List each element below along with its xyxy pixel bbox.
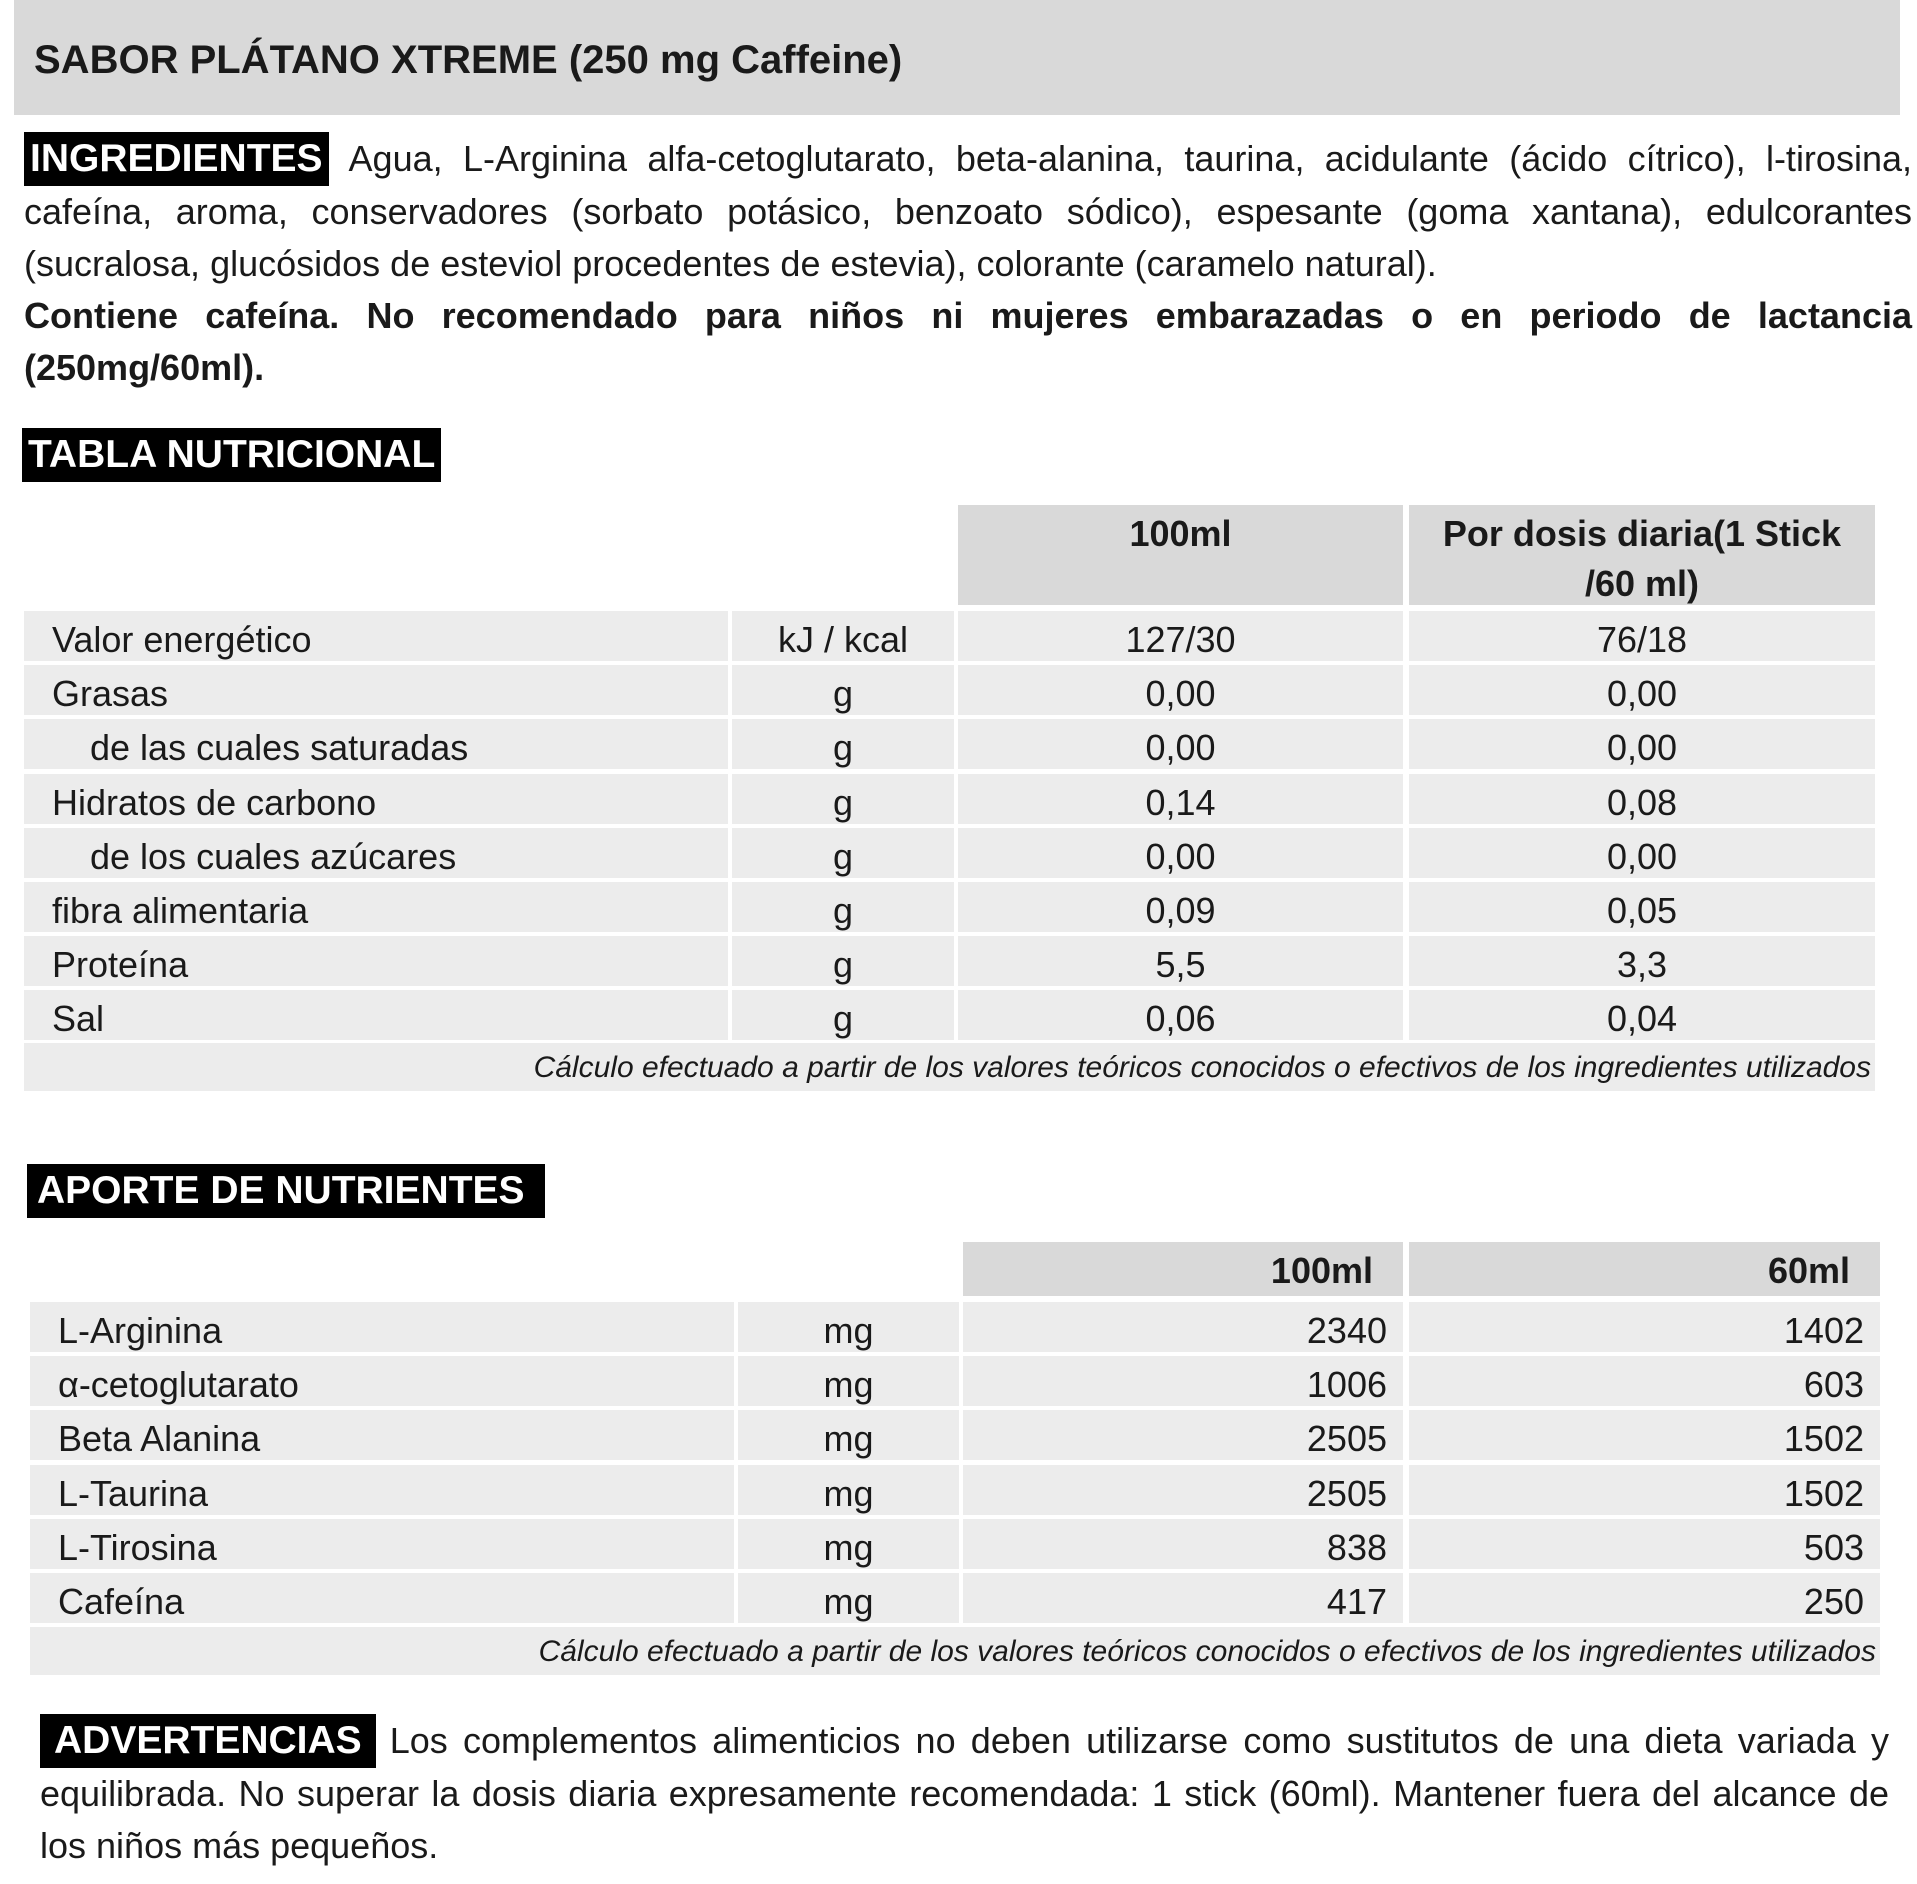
nutrition-row-100ml: 0,00 <box>958 719 1403 769</box>
nutrients-row-60ml: 1502 <box>1409 1410 1880 1460</box>
nutrition-label: TABLA NUTRICIONAL <box>22 428 441 482</box>
nutrition-header-100ml: 100ml <box>958 505 1403 605</box>
nutrition-row-unit: g <box>732 828 954 878</box>
nutrients-row-unit: mg <box>738 1302 959 1352</box>
nutrition-row-100ml: 5,5 <box>958 936 1403 986</box>
nutrients-row-60ml: 1502 <box>1409 1465 1880 1515</box>
nutrients-row-100ml: 2340 <box>963 1302 1403 1352</box>
nutrients-row-name: L-Taurina <box>30 1465 734 1515</box>
caffeine-warning <box>24 290 1912 393</box>
nutrition-row-100ml: 0,00 <box>958 828 1403 878</box>
nutrients-row-60ml: 1402 <box>1409 1302 1880 1352</box>
nutrients-header-60ml: 60ml <box>1409 1242 1880 1296</box>
warnings-paragraph <box>40 1714 1889 1871</box>
nutrition-row-unit: g <box>732 882 954 932</box>
nutrition-label-wrap <box>22 428 441 482</box>
nutrition-row-100ml: 0,09 <box>958 882 1403 932</box>
nutrition-note: Cálculo efectuado a partir de los valores teóricos conocidos o efectivos de los ingredientes utilizados <box>24 1043 1875 1091</box>
nutrition-row-name: Sal <box>24 990 728 1040</box>
nutrition-row-name: Hidratos de carbono <box>24 774 728 824</box>
nutrition-header-dose: Por dosis diaria(1 Stick /60 ml) <box>1409 505 1875 605</box>
ingredients-paragraph <box>24 132 1912 289</box>
warnings-label: ADVERTENCIAS <box>40 1714 376 1768</box>
nutrition-row-name: Valor energético <box>24 611 728 661</box>
nutrition-row-dose: 0,00 <box>1409 828 1875 878</box>
nutrition-row-name: fibra alimentaria <box>24 882 728 932</box>
title-bar <box>14 0 1900 115</box>
nutrition-row-name: de las cuales saturadas <box>24 719 728 769</box>
nutrients-note: Cálculo efectuado a partir de los valores teóricos conocidos o efectivos de los ingredientes utilizados <box>30 1627 1880 1675</box>
nutrition-row-name: Proteína <box>24 936 728 986</box>
nutrition-row-unit: kJ / kcal <box>732 611 954 661</box>
nutrients-row-60ml: 250 <box>1409 1573 1880 1623</box>
nutrients-label-wrap <box>27 1164 545 1218</box>
page-title: SABOR PLÁTANO XTREME (250 mg Caffeine) <box>34 38 903 82</box>
nutrition-row-dose: 0,04 <box>1409 990 1875 1040</box>
nutrients-row-100ml: 1006 <box>963 1356 1403 1406</box>
nutrients-row-unit: mg <box>738 1410 959 1460</box>
nutrients-row-name: Cafeína <box>30 1573 734 1623</box>
nutrition-row-unit: g <box>732 719 954 769</box>
nutrients-row-unit: mg <box>738 1519 959 1569</box>
nutrition-row-dose: 0,08 <box>1409 774 1875 824</box>
nutrition-row-unit: g <box>732 990 954 1040</box>
nutrition-row-dose: 0,00 <box>1409 665 1875 715</box>
nutrition-row-dose: 3,3 <box>1409 936 1875 986</box>
nutrients-row-name: L-Arginina <box>30 1302 734 1352</box>
caffeine-warning-text: Contiene cafeína. No recomendado para niños ni mujeres embarazadas o en periodo de lactancia (250mg/60ml). <box>24 295 1912 388</box>
nutrients-row-unit: mg <box>738 1573 959 1623</box>
ingredients-text: Agua, L-Arginina alfa-cetoglutarato, beta-alanina, taurina, acidulante (ácido cítrico), l-tirosina, cafeína, aroma, conservadores (sorbato potásico, benzoato sódico), espesante (goma xantana), edulcorantes (sucralosa, glucósidos de esteviol procedentes de estevia), colorante (caramelo natural). <box>24 138 1912 284</box>
nutrition-row-100ml: 0,14 <box>958 774 1403 824</box>
nutrients-row-100ml: 838 <box>963 1519 1403 1569</box>
nutrients-row-name: α-cetoglutarato <box>30 1356 734 1406</box>
nutrients-label: APORTE DE NUTRIENTES <box>27 1164 545 1218</box>
nutrition-row-unit: g <box>732 936 954 986</box>
nutrition-row-100ml: 0,00 <box>958 665 1403 715</box>
nutrients-row-unit: mg <box>738 1465 959 1515</box>
nutrition-row-100ml: 127/30 <box>958 611 1403 661</box>
nutrients-row-60ml: 603 <box>1409 1356 1880 1406</box>
nutrition-row-dose: 0,05 <box>1409 882 1875 932</box>
nutrients-row-name: L-Tirosina <box>30 1519 734 1569</box>
ingredients-label: INGREDIENTES <box>24 132 329 186</box>
nutrients-row-name: Beta Alanina <box>30 1410 734 1460</box>
nutrition-row-100ml: 0,06 <box>958 990 1403 1040</box>
nutrition-row-dose: 0,00 <box>1409 719 1875 769</box>
nutrients-row-unit: mg <box>738 1356 959 1406</box>
nutrition-row-unit: g <box>732 774 954 824</box>
nutrition-row-unit: g <box>732 665 954 715</box>
nutrients-row-60ml: 503 <box>1409 1519 1880 1569</box>
nutrients-row-100ml: 2505 <box>963 1465 1403 1515</box>
nutrients-header-100ml: 100ml <box>963 1242 1403 1296</box>
warnings-text: Los complementos alimenticios no deben utilizarse como sustitutos de una dieta variada y equilibrada. No superar la dosis diaria expresamente recomendada: 1 stick (60ml). Mantener fuera del alcance de los niños más pequeños. <box>40 1720 1889 1866</box>
nutrients-row-100ml: 417 <box>963 1573 1403 1623</box>
nutrients-row-100ml: 2505 <box>963 1410 1403 1460</box>
nutrition-row-name: Grasas <box>24 665 728 715</box>
nutrition-row-name: de los cuales azúcares <box>24 828 728 878</box>
nutrition-row-dose: 76/18 <box>1409 611 1875 661</box>
